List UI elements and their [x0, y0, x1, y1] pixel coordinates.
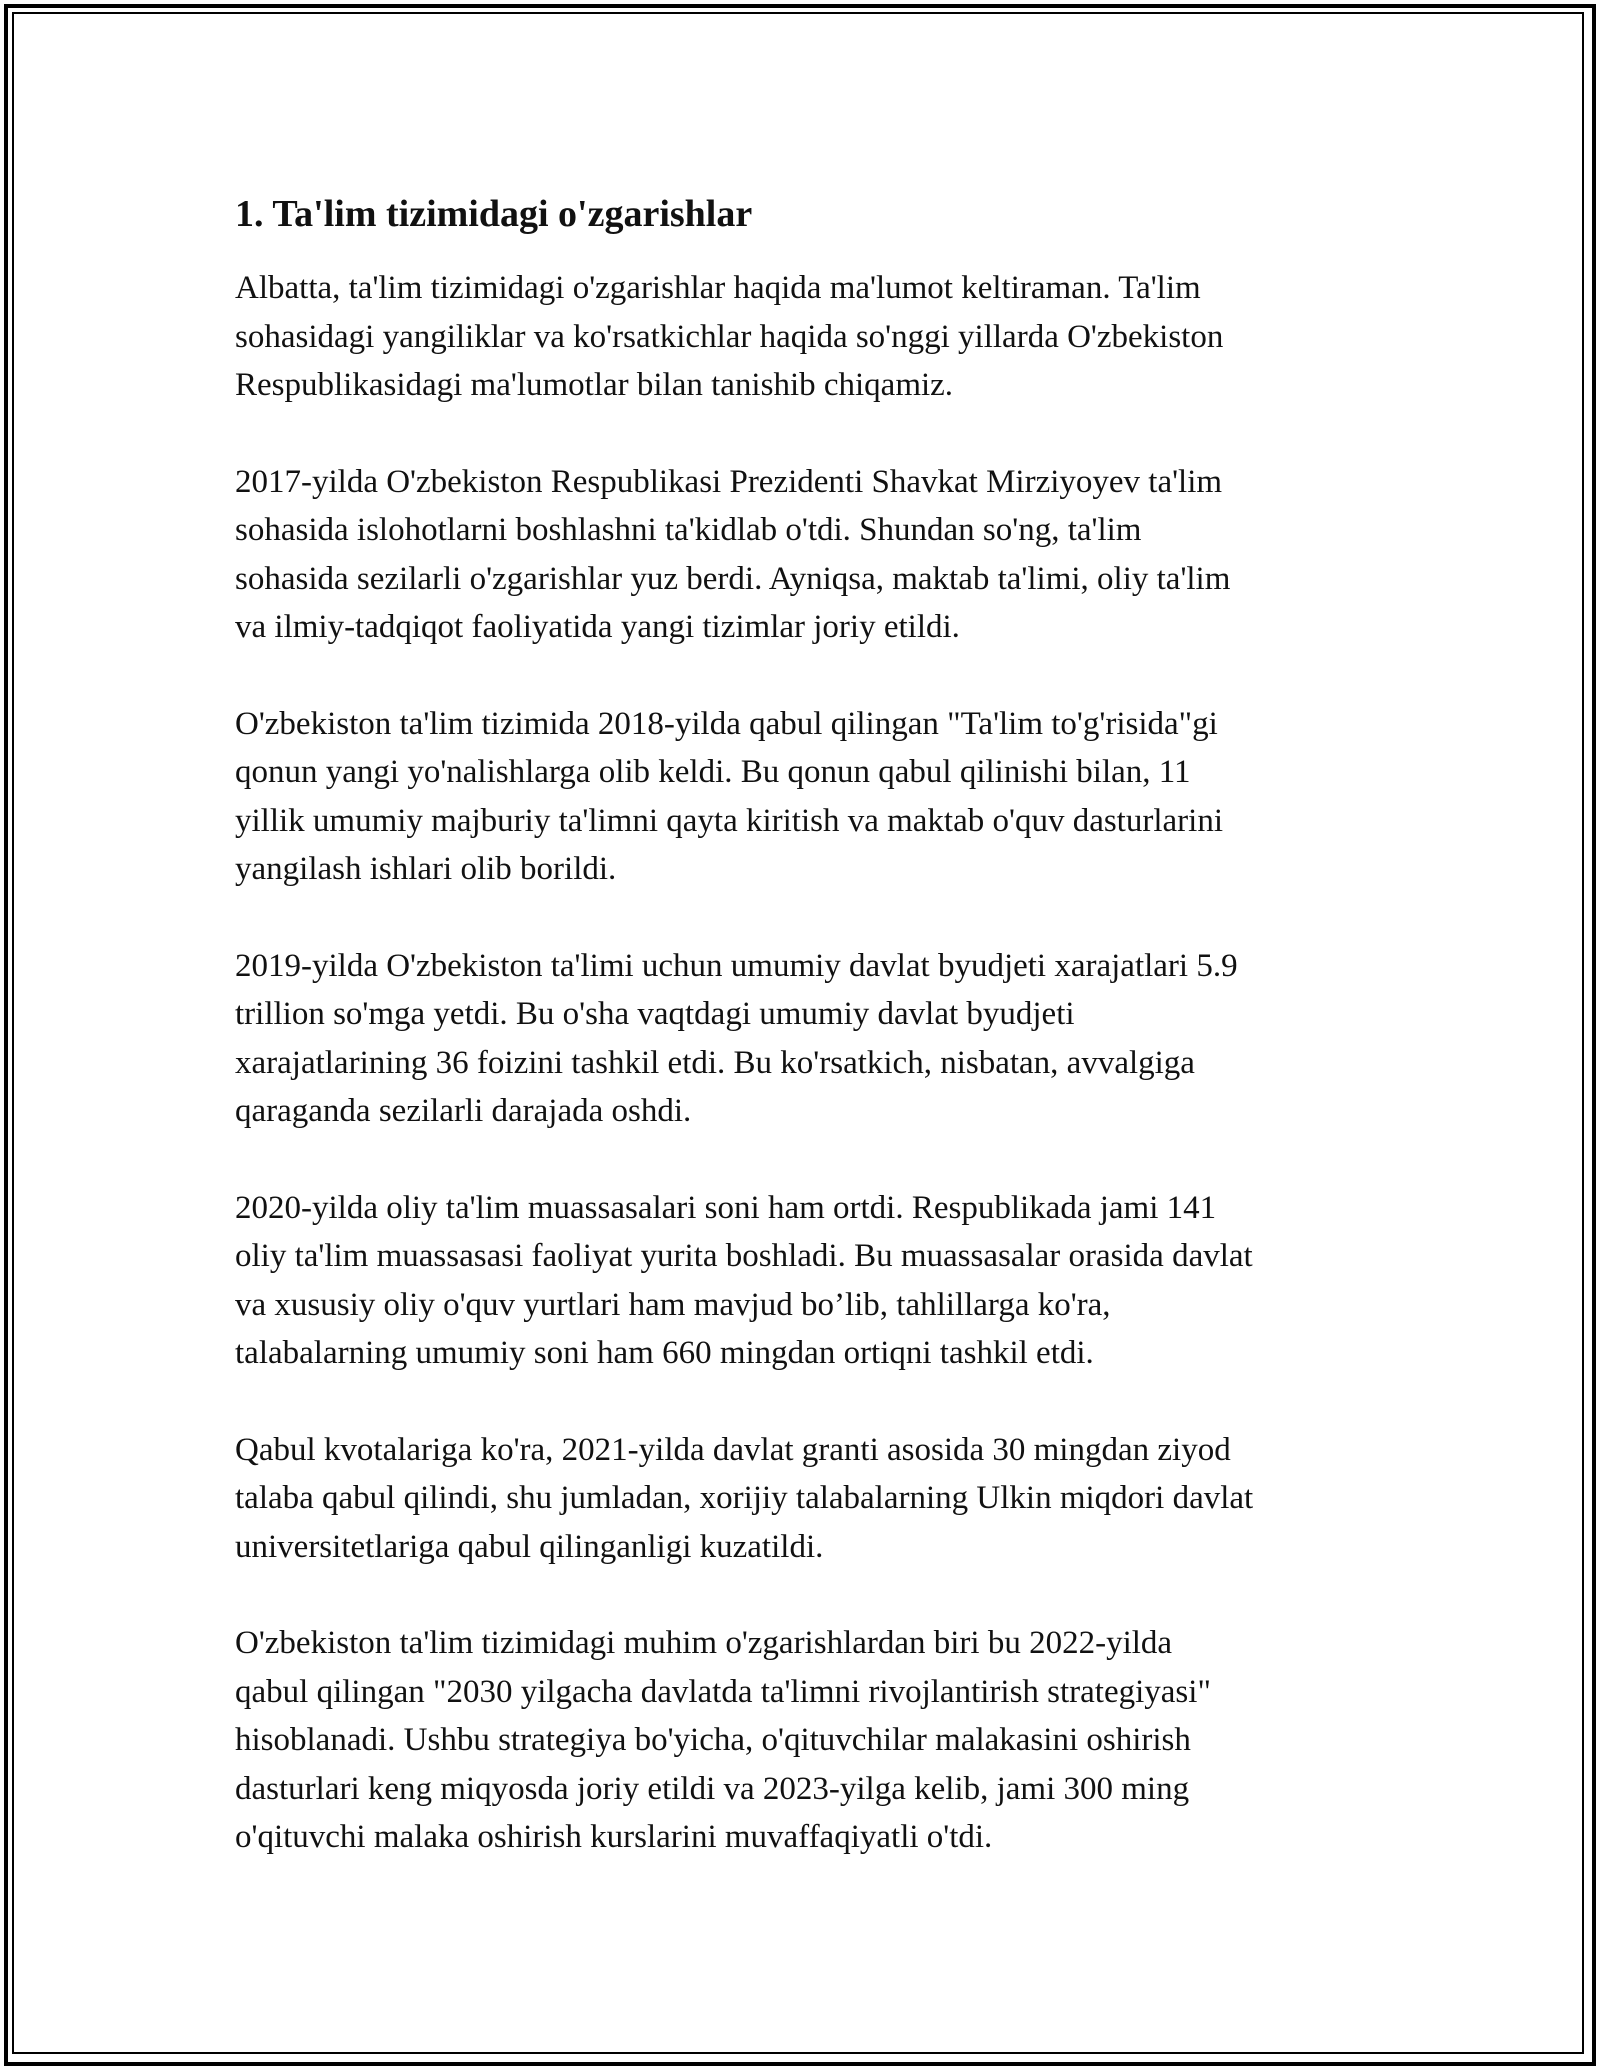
- paragraph-line: yangilash ishlari olib borildi.: [235, 851, 617, 887]
- paragraph-line: universitetlariga qabul qilinganligi kuzatildi.: [235, 1528, 824, 1565]
- paragraph-line: qaraganda sezilarli darajada oshdi.: [235, 1093, 692, 1129]
- paragraph-line: qabul qilingan "2030 yilgacha davlatda ta'limni rivojlantirish strategiyasi": [235, 1673, 1211, 1710]
- paragraph-line: O'zbekiston ta'lim tizimidagi muhim o'zgarishlardan biri bu 2022-yilda: [235, 1625, 1173, 1661]
- paragraph-line: sohasida islohotlarni boshlashni ta'kidlab o'tdi. Shundan so'ng, ta'lim: [235, 512, 1142, 548]
- paragraph: [235, 458, 1385, 652]
- paragraph-line: 2019-yilda O'zbekiston ta'limi uchun umumiy davlat byudjeti xarajatlari 5.9: [235, 947, 1238, 984]
- paragraph-line: sohasida sezilarli o'zgarishlar yuz berdi. Ayniqsa, maktab ta'limi, oliy ta'lim: [235, 560, 1231, 597]
- paragraph: [235, 1619, 1385, 1862]
- paragraph-line: Qabul kvotalariga ko'ra, 2021-yilda davlat granti asosida 30 mingdan ziyod: [235, 1431, 1231, 1468]
- paragraph-line: va ilmiy-tadqiqot faoliyatida yangi tizimlar joriy etildi.: [235, 609, 960, 645]
- paragraph: [235, 1184, 1385, 1378]
- paragraph: [235, 700, 1385, 894]
- paragraph-line: O'zbekiston ta'lim tizimida 2018-yilda qabul qilingan "Ta'lim to'g'risida"gi: [235, 705, 1218, 742]
- paragraph-line: talabalarning umumiy soni ham 660 mingdan ortiqni tashkil etdi.: [235, 1335, 1094, 1371]
- paragraph-line: 2020-yilda oliy ta'lim muassasalari soni ham ortdi. Respublikada jami 141: [235, 1189, 1217, 1226]
- section-heading: 1. Ta'lim tizimidagi o'zgarishlar: [235, 193, 753, 235]
- paragraph-line: oliy ta'lim muassasasi faoliyat yurita boshladi. Bu muassasalar orasida davlat: [235, 1238, 1253, 1274]
- paragraph-line: Respublikasidagi ma'lumotlar bilan tanishib chiqamiz.: [235, 367, 954, 403]
- paragraph-line: talaba qabul qilindi, shu jumladan, xorijiy talabalarning Ulkin miqdori davlat: [235, 1480, 1254, 1516]
- paragraph: [235, 264, 1385, 410]
- paragraph: [235, 942, 1385, 1136]
- document-body: [235, 188, 1385, 1910]
- paragraph-line: yillik umumiy majburiy ta'limni qayta kiritish va maktab o'quv dasturlarini: [235, 802, 1223, 839]
- paragraph-line: o'qituvchi malaka oshirish kurslarini muvaffaqiyatli o'tdi.: [235, 1819, 993, 1855]
- paragraph-line: qonun yangi yo'nalishlarga olib keldi. Bu qonun qabul qilinishi bilan, 11: [235, 754, 1191, 790]
- paragraph-list: [235, 264, 1385, 1862]
- paragraph-line: hisoblanadi. Ushbu strategiya bo'yicha, o'qituvchilar malakasini oshirish: [235, 1722, 1191, 1758]
- paragraph-line: trillion so'mga yetdi. Bu o'sha vaqtdagi umumiy davlat byudjeti: [235, 996, 1075, 1032]
- paragraph-line: dasturlari keng miqyosda joriy etildi va 2023-yilga kelib, jami 300 ming: [235, 1770, 1190, 1807]
- paragraph-line: Albatta, ta'lim tizimidagi o'zgarishlar haqida ma'lumot keltiraman. Ta'lim: [235, 270, 1201, 306]
- paragraph-line: va xususiy oliy o'quv yurtlari ham mavjud bo’lib, tahlillarga ko'ra,: [235, 1286, 1111, 1323]
- paragraph-line: sohasidagi yangiliklar va ko'rsatkichlar haqida so'nggi yillarda O'zbekiston: [235, 318, 1224, 355]
- paragraph: [235, 1426, 1385, 1572]
- paragraph-line: xarajatlarining 36 foizini tashkil etdi. Bu ko'rsatkich, nisbatan, avvalgiga: [235, 1044, 1195, 1081]
- paragraph-line: 2017-yilda O'zbekiston Respublikasi Prezidenti Shavkat Mirziyoyev ta'lim: [235, 463, 1223, 500]
